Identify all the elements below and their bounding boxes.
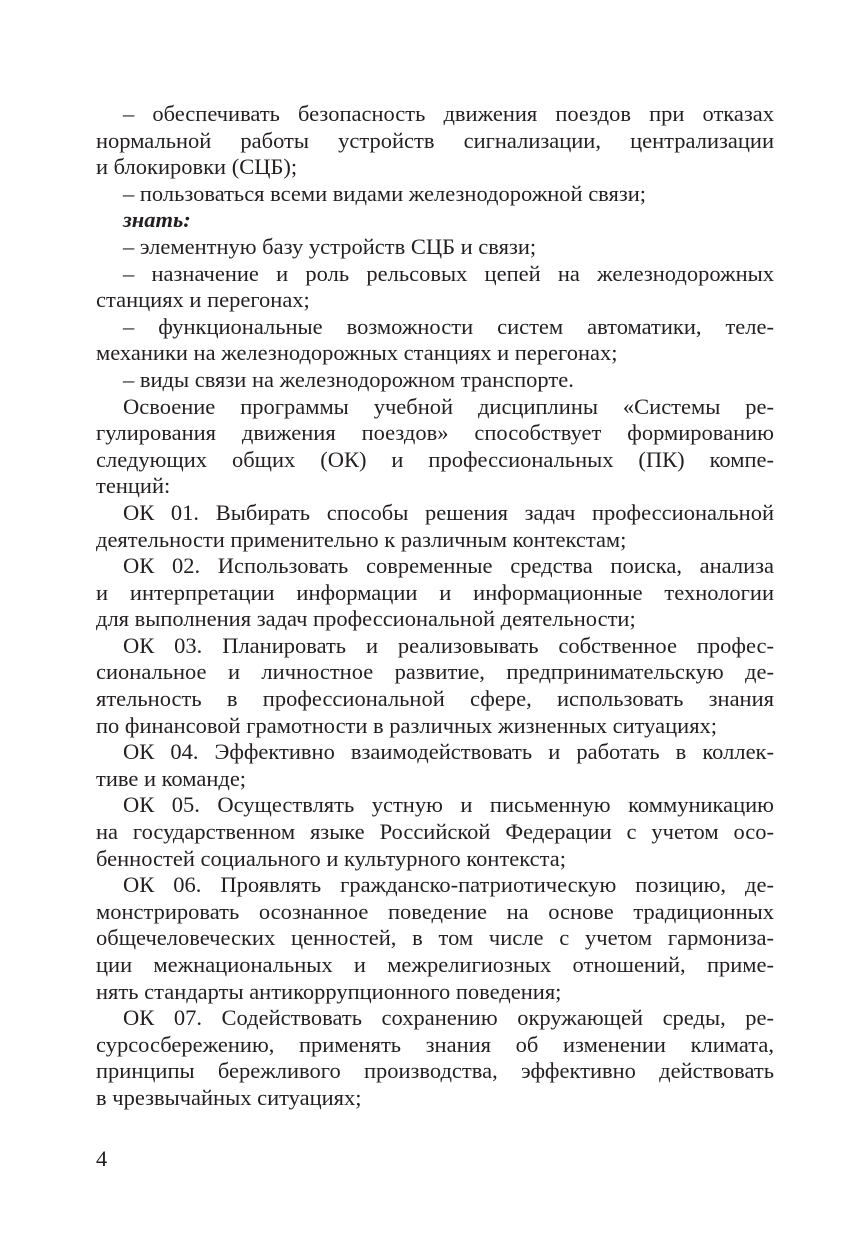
text-line: ции межнациональных и межрелигиозных отношений, приме-: [96, 952, 774, 977]
text-line: механики на железнодорожных станциях и перегонах;: [96, 340, 618, 366]
paragraph: [96, 207, 774, 234]
text-line: – пользоваться всеми видами железнодорожной связи;: [123, 180, 647, 206]
text-line: – элементную базу устройств СЦБ и связи;: [123, 233, 537, 259]
text-line: ОК 04. Эффективно взаимодействовать и работать в коллек-: [123, 739, 774, 765]
paragraph: [96, 500, 774, 553]
text-line: тенций:: [96, 473, 171, 499]
text-line: нормальной работы устройств сигнализации, централизации: [96, 127, 774, 153]
paragraph: [96, 792, 774, 872]
text-line: ОК 05. Осуществлять устную и письменную коммуникацию: [123, 792, 774, 818]
text-line: монстрировать осознанное поведение на основе традиционных: [96, 898, 774, 924]
paragraph: [96, 181, 774, 208]
text-line: ОК 07. Содействовать сохранению окружающей среды, ре-: [123, 1005, 774, 1031]
text-line: – назначение и роль рельсовых цепей на железнодорожных: [123, 260, 774, 286]
paragraph: [96, 101, 774, 181]
text-line: тиве и команде;: [96, 765, 247, 791]
text-line: для выполнения задач профессиональной деятельности;: [96, 606, 636, 632]
body-text: [96, 101, 774, 1112]
text-line: знать:: [123, 207, 191, 233]
text-line: в чрезвычайных ситуациях;: [96, 1084, 362, 1110]
paragraph: [96, 314, 774, 367]
text-line: по финансовой грамотности в различных жизненных ситуациях;: [96, 712, 718, 738]
text-line: – виды связи на железнодорожном транспорте.: [123, 366, 574, 392]
text-line: ОК 03. Планировать и реализовывать собственное профес-: [123, 632, 774, 658]
paragraph: [96, 261, 774, 314]
text-line: сурсосбережению, применять знания об изменении климата,: [96, 1031, 774, 1057]
text-line: следующих общих (ОК) и профессиональных (ПК) компе-: [96, 446, 774, 472]
text-line: деятельности применительно к различным контекстам;: [96, 526, 627, 552]
paragraph: [96, 1005, 774, 1111]
paragraph: [96, 739, 774, 792]
text-line: ОК 02. Использовать современные средства поиска, анализа: [123, 553, 774, 579]
text-line: и интерпретации информации и информационные технологии: [96, 579, 774, 605]
text-line: и блокировки (СЦБ);: [96, 154, 298, 180]
paragraph: [96, 394, 774, 500]
paragraph: [96, 633, 774, 739]
text-line: сиональное и личностное развитие, предпринимательскую де-: [96, 659, 774, 685]
page-number: 4: [96, 1146, 108, 1171]
paragraph: [96, 553, 774, 633]
text-line: на государственном языке Российской Федерации с учетом осо-: [96, 819, 774, 845]
text-line: ОК 06. Проявлять гражданско-патриотическую позицию, де-: [123, 872, 774, 898]
text-line: принципы бережливого производства, эффективно действовать: [96, 1058, 774, 1084]
text-line: станциях и перегонах;: [96, 287, 310, 313]
text-line: общечеловеческих ценностей, в том числе с учетом гармониза-: [96, 925, 774, 951]
text-line: бенностей социального и культурного контекста;: [96, 845, 566, 871]
paragraph: [96, 367, 774, 394]
text-line: Освоение программы учебной дисциплины «Системы ре-: [123, 393, 774, 419]
text-line: ятельность в профессиональной сфере, использовать знания: [96, 686, 774, 712]
paragraph: [96, 872, 774, 1005]
text-line: ОК 01. Выбирать способы решения задач профессиональной: [123, 499, 774, 525]
paragraph: [96, 234, 774, 261]
text-line: гулирования движения поездов» способствует формированию: [96, 420, 774, 446]
text-line: нять стандарты антикоррупционного поведения;: [96, 978, 562, 1004]
text-line: – функциональные возможности систем автоматики, теле-: [123, 313, 774, 339]
text-line: – обеспечивать безопасность движения поездов при отказах: [123, 101, 774, 126]
